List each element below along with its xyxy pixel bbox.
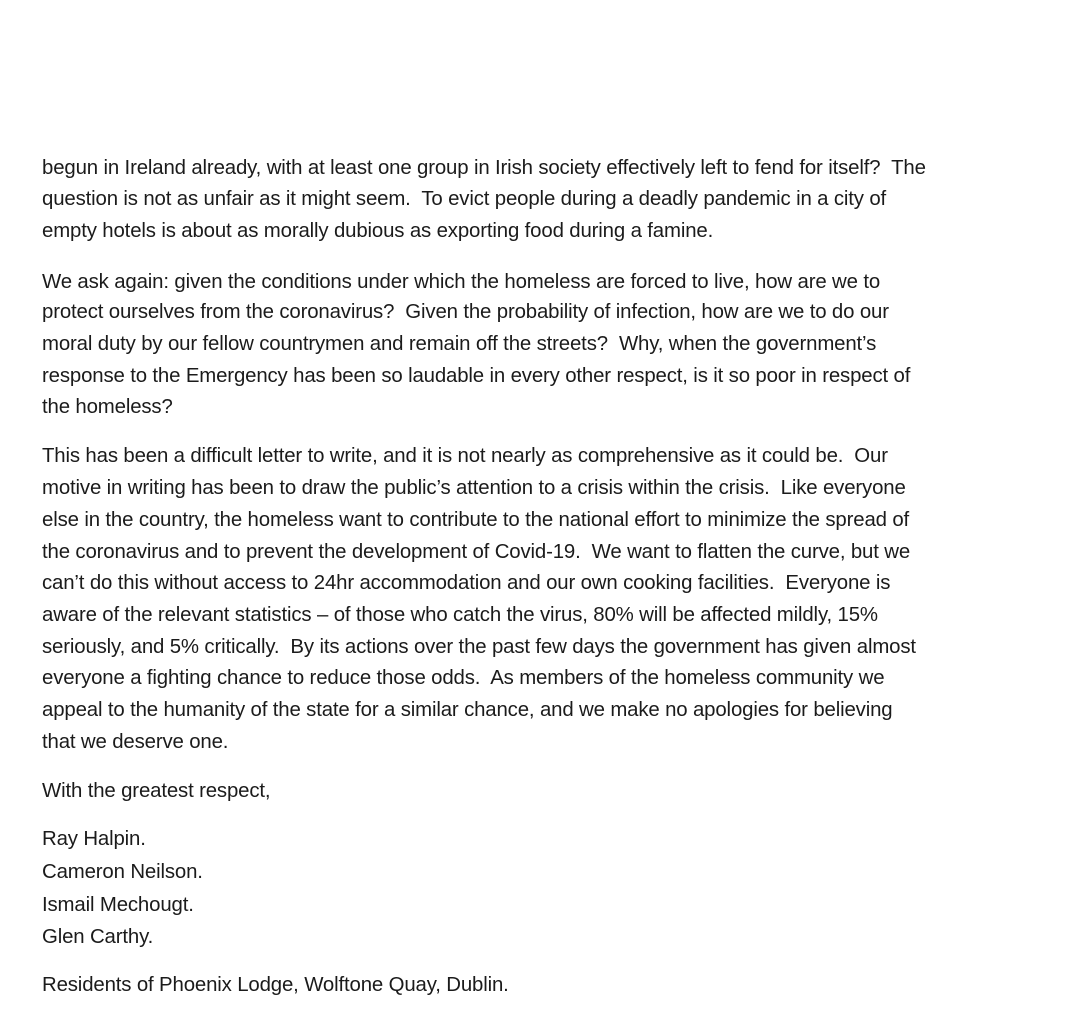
text-line: can’t do this without access to 24hr accommodation and our own cooking facilities. Everyone is xyxy=(42,572,891,594)
text-line: everyone a fighting chance to reduce those odds. As members of the homeless community we xyxy=(42,667,885,689)
closing-line: With the greatest respect, xyxy=(42,780,271,802)
text-line: moral duty by our fellow countrymen and remain off the streets? Why, when the government’s xyxy=(42,333,877,355)
signatory-name: Cameron Neilson. xyxy=(42,861,203,883)
signatory-name: Glen Carthy. xyxy=(42,926,154,948)
text-line: appeal to the humanity of the state for a similar chance, and we make no apologies for believing xyxy=(42,699,893,721)
text-line: protect ourselves from the coronavirus? Given the probability of infection, how are we to do our xyxy=(42,301,889,323)
text-line: We ask again: given the conditions under which the homeless are forced to live, how are we to xyxy=(42,271,881,293)
text-line: else in the country, the homeless want to contribute to the national effort to minimize the spread of xyxy=(42,509,910,531)
text-line: empty hotels is about as morally dubious as exporting food during a famine. xyxy=(42,220,714,242)
text-line: response to the Emergency has been so laudable in every other respect, is it so poor in respect of xyxy=(42,365,911,387)
text-line: the homeless? xyxy=(42,396,173,418)
text-line: that we deserve one. xyxy=(42,731,229,753)
text-line: This has been a difficult letter to write, and it is not nearly as comprehensive as it could be. Our xyxy=(42,445,888,467)
text-line: motive in writing has been to draw the public’s attention to a crisis within the crisis. Like everyone xyxy=(42,477,906,499)
signatory-name: Ismail Mechougt. xyxy=(42,894,194,916)
text-line: question is not as unfair as it might seem. To evict people during a deadly pandemic in a city of xyxy=(42,188,887,210)
text-line: begun in Ireland already, with at least one group in Irish society effectively left to fend for itself? The xyxy=(42,157,926,179)
text-line: the coronavirus and to prevent the development of Covid-19. We want to flatten the curve, but we xyxy=(42,541,911,563)
signatory-name: Ray Halpin. xyxy=(42,828,146,850)
affiliation-line: Residents of Phoenix Lodge, Wolftone Quay, Dublin. xyxy=(42,974,509,996)
text-line: seriously, and 5% critically. By its actions over the past few days the government has given almost xyxy=(42,636,916,658)
text-line: aware of the relevant statistics – of those who catch the virus, 80% will be affected mildly, 15% xyxy=(42,604,878,626)
